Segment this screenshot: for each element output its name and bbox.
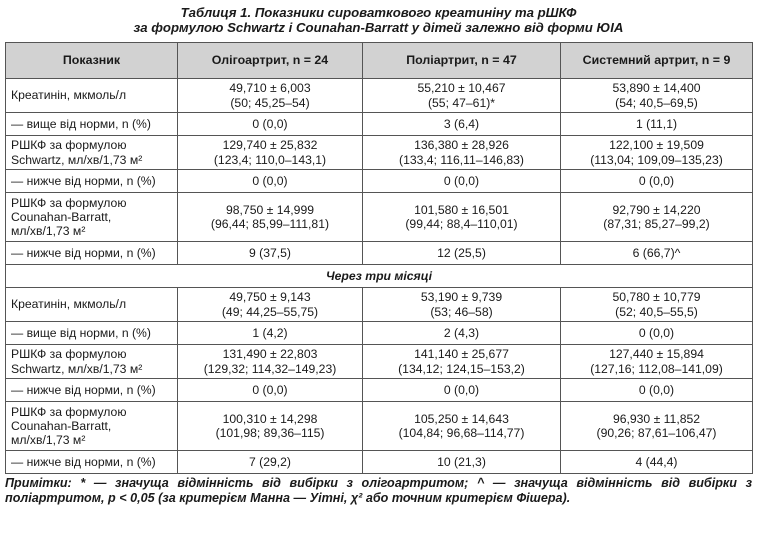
value-line: 101,580 ± 16,501 <box>414 202 509 217</box>
value-line: 1 (11,1) <box>635 116 678 131</box>
value-line: 10 (21,3) <box>437 454 486 469</box>
row-label-line: — нижче від норми, n (%) <box>11 173 156 188</box>
table-row <box>6 345 753 379</box>
value-cell <box>561 345 753 379</box>
value-line: 0 (0,0) <box>638 382 675 397</box>
value-line: (54; 40,5–69,5) <box>615 95 698 110</box>
table-notes: Примітки: * — значуща відмінність від вибірки з олігоартритом; ^ — значуща відмінність від вибірки з поліартритом, p < 0,05 (за критерієм Манна — Уітні, χ² або точним критерієм Фішера). <box>5 476 752 505</box>
value-line: (133,4; 116,11–146,83) <box>399 152 524 167</box>
value-cell <box>363 170 561 193</box>
table-row <box>6 288 753 322</box>
value-cell <box>561 379 753 402</box>
row-label-line: Counahan-Barratt, <box>11 209 112 224</box>
value-line: (99,44; 88,4–110,01) <box>405 217 518 231</box>
value-line: (96,44; 85,99–111,81) <box>210 217 330 231</box>
value-cell <box>363 379 561 402</box>
row-label-line: РШКФ за формулою <box>11 195 127 210</box>
value-line: 0 (0,0) <box>252 382 288 397</box>
value-cell <box>561 136 753 170</box>
value-line: 136,380 ± 28,926 <box>414 138 509 153</box>
table-row <box>6 379 753 402</box>
value-line: 4 (44,4) <box>635 454 678 469</box>
value-line: (50; 45,25–54) <box>230 95 310 110</box>
value-line: 100,310 ± 14,298 <box>222 411 318 426</box>
row-label-line: Schwartz, мл/хв/1,73 м² <box>11 152 143 167</box>
header-row <box>6 43 753 79</box>
value-cell <box>561 193 753 242</box>
value-line: (104,84; 96,68–114,77) <box>398 426 525 440</box>
value-line: (123,4; 110,0–143,1) <box>213 152 327 167</box>
row-label-line: Schwartz, мл/хв/1,73 м² <box>11 361 143 376</box>
value-cell <box>561 451 753 474</box>
row-label <box>6 170 178 193</box>
value-line: (113,04; 109,09–135,23) <box>590 152 723 167</box>
value-cell <box>178 451 363 474</box>
row-label <box>6 113 178 136</box>
value-line: 6 (66,7)^ <box>632 245 681 260</box>
row-label-line: Креатинін, мкмоль/л <box>11 88 127 103</box>
value-cell <box>178 402 363 451</box>
value-line: 0 (0,0) <box>443 173 480 188</box>
value-line: 49,710 ± 6,003 <box>229 81 311 96</box>
value-line: 3 (6,4) <box>443 116 480 131</box>
value-line: (55; 47–61)* <box>427 95 496 110</box>
value-cell <box>178 322 363 345</box>
value-cell <box>363 242 561 265</box>
value-cell <box>178 345 363 379</box>
row-label-line: РШКФ за формулою <box>11 404 127 419</box>
row-label-line: — нижче від норми, n (%) <box>11 382 156 397</box>
value-cell <box>561 288 753 322</box>
caption-line-1: Таблиця 1. Показники сироваткового креатиніну та рШКФ <box>180 5 577 20</box>
value-line: 98,750 ± 14,999 <box>225 202 314 217</box>
value-line: (53; 46–58) <box>430 304 493 319</box>
value-line: 0 (0,0) <box>638 173 675 188</box>
row-label-line: мл/хв/1,73 м² <box>11 433 86 448</box>
table-body <box>6 79 753 474</box>
row-label-line: — нижче від норми, n (%) <box>11 245 156 260</box>
value-cell <box>561 79 753 113</box>
data-table <box>5 42 753 474</box>
value-line: 96,930 ± 11,852 <box>612 411 701 426</box>
value-line: (90,26; 87,61–106,47) <box>596 426 717 440</box>
value-line: 0 (0,0) <box>638 325 675 340</box>
row-label-line: РШКФ за формулою <box>11 347 127 362</box>
table-row <box>6 113 753 136</box>
row-label <box>6 242 178 265</box>
value-line: (49; 44,25–55,75) <box>221 304 319 319</box>
row-label <box>6 451 178 474</box>
value-line: 7 (29,2) <box>248 454 291 469</box>
value-cell <box>363 402 561 451</box>
row-label-line: мл/хв/1,73 м² <box>11 224 86 239</box>
header-indicator: Показник <box>6 43 178 79</box>
row-label-line: — вище від норми, n (%) <box>11 116 151 131</box>
table-row <box>6 170 753 193</box>
value-cell <box>363 193 561 242</box>
value-cell <box>363 451 561 474</box>
value-line: (101,98; 89,36–115) <box>215 426 325 440</box>
table-row <box>6 402 753 451</box>
table-row <box>6 136 753 170</box>
value-line: 1 (4,2) <box>252 325 288 340</box>
value-cell <box>363 322 561 345</box>
value-line: 53,190 ± 9,739 <box>420 290 503 305</box>
row-label <box>6 402 178 451</box>
value-cell <box>561 402 753 451</box>
section-row <box>6 265 753 288</box>
value-cell <box>178 79 363 113</box>
value-line: 127,440 ± 15,894 <box>609 347 704 362</box>
value-cell <box>561 322 753 345</box>
value-line: (127,16; 112,08–141,09) <box>590 361 723 376</box>
value-line: 53,890 ± 14,400 <box>612 81 701 96</box>
value-cell <box>363 288 561 322</box>
value-line: 50,780 ± 10,779 <box>612 290 701 305</box>
row-label-line: РШКФ за формулою <box>11 138 127 153</box>
value-line: 122,100 ± 19,509 <box>609 138 704 153</box>
row-label-line: — нижче від норми, n (%) <box>11 454 156 469</box>
table-row <box>6 451 753 474</box>
row-label <box>6 322 178 345</box>
value-line: (129,32; 114,32–149,23) <box>203 361 337 376</box>
value-cell <box>178 193 363 242</box>
value-line: 49,750 ± 9,143 <box>229 290 311 305</box>
value-line: 131,490 ± 22,803 <box>222 347 318 362</box>
value-line: (87,31; 85,27–99,2) <box>603 217 710 231</box>
value-cell <box>363 113 561 136</box>
value-line: 9 (37,5) <box>248 245 291 260</box>
value-line: 105,250 ± 14,643 <box>414 411 509 426</box>
table-row <box>6 193 753 242</box>
value-line: 141,140 ± 25,677 <box>414 347 509 362</box>
row-label-line: — вище від норми, n (%) <box>11 325 151 340</box>
value-line: 55,210 ± 10,467 <box>417 81 506 96</box>
value-cell <box>178 242 363 265</box>
value-cell <box>561 170 753 193</box>
value-cell <box>561 113 753 136</box>
value-line: 0 (0,0) <box>252 116 288 131</box>
row-label <box>6 379 178 402</box>
value-line: 12 (25,5) <box>437 245 486 260</box>
row-label <box>6 79 178 113</box>
table-caption <box>0 0 757 35</box>
row-label <box>6 136 178 170</box>
header-polyarthritis: Поліартрит, n = 47 <box>363 43 561 79</box>
value-cell <box>561 242 753 265</box>
section-title: Через три місяці <box>6 265 753 288</box>
table-row <box>6 79 753 113</box>
value-cell <box>178 170 363 193</box>
row-label <box>6 193 178 242</box>
row-label-line: Counahan-Barratt, <box>11 418 112 433</box>
table-row <box>6 242 753 265</box>
value-cell <box>178 379 363 402</box>
value-line: 0 (0,0) <box>443 382 480 397</box>
row-label <box>6 345 178 379</box>
value-line: (52; 40,5–55,5) <box>615 304 698 319</box>
value-line: 92,790 ± 14,220 <box>612 202 701 217</box>
value-line: (134,12; 124,15–153,2) <box>398 361 525 376</box>
value-cell <box>178 288 363 322</box>
value-cell <box>178 136 363 170</box>
value-line: 129,740 ± 25,832 <box>222 138 318 153</box>
row-label <box>6 288 178 322</box>
header-oligoarthritis: Олігоартрит, n = 24 <box>178 43 363 79</box>
table-row <box>6 322 753 345</box>
row-label-line: Креатинін, мкмоль/л <box>11 297 127 312</box>
value-cell <box>178 113 363 136</box>
header-systemic-arthritis: Системний артрит, n = 9 <box>561 43 753 79</box>
value-line: 2 (4,3) <box>443 325 480 340</box>
value-cell <box>363 345 561 379</box>
value-cell <box>363 136 561 170</box>
caption-line-2: за формулою Schwartz і Counahan-Barratt у дітей залежно від форми ЮІА <box>133 20 624 35</box>
value-cell <box>363 79 561 113</box>
value-line: 0 (0,0) <box>252 173 288 188</box>
